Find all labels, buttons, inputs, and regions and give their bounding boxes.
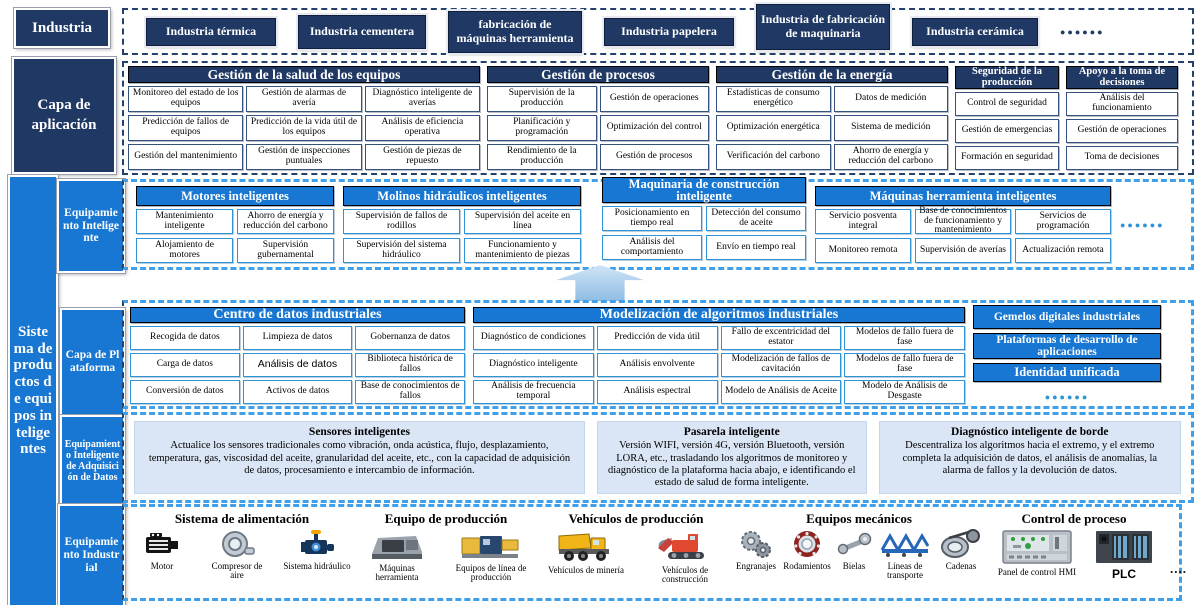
industries-row xyxy=(122,8,1194,55)
category-produccion-title: Equipo de producción xyxy=(384,511,508,526)
equip-compresor-label: Compresor de aire xyxy=(211,560,263,581)
platform-item: Carga de datos xyxy=(130,353,240,377)
equip-item: Base de conocimientos de funcionamiento y mantenimiento xyxy=(915,209,1011,234)
category-vehiculos xyxy=(546,512,726,596)
category-mecanicos-title: Equipos mecánicos xyxy=(806,511,912,526)
platform-item: Análisis envolvente xyxy=(597,353,718,377)
bearing-icon xyxy=(789,528,825,560)
platform-item: Limpieza de datos xyxy=(243,326,353,350)
equip-item: Supervisión de averías xyxy=(915,238,1011,263)
equip-maquinas-herramienta xyxy=(360,528,434,583)
capa-aplicacion-label-box: Capa de aplicación xyxy=(12,57,116,174)
motor-icon xyxy=(142,528,182,560)
group-herramienta-title: Máquinas herramienta inteligentes xyxy=(815,186,1111,206)
equip-item: Mantenimiento inteligente xyxy=(136,209,233,234)
group-centro-title: Centro de datos industriales xyxy=(130,307,465,323)
equip-hmi-label: Panel de control HMI xyxy=(997,566,1077,577)
equipamiento-inteligente-label-box: Equipamiento Inteligente xyxy=(57,179,125,273)
app-item: Gestión de procesos xyxy=(600,144,710,170)
equip-maquinas-label: Máquinas herramienta xyxy=(375,562,419,583)
platform-item: Modelo de Análisis de Aceite xyxy=(721,380,842,404)
hydraulic-system-icon xyxy=(297,528,337,560)
platform-item: Diagnóstico inteligente xyxy=(473,353,594,377)
equip-bielas xyxy=(837,528,871,571)
mining-truck-icon xyxy=(555,528,617,564)
app-item: Gestión de alarmas de avería xyxy=(246,86,361,112)
app-item: Predicción de fallos de equipos xyxy=(128,115,243,141)
app-item: Datos de medición xyxy=(834,86,949,112)
app-item: Gestión de operaciones xyxy=(600,86,710,112)
platform-item: Fallo de excentricidad del estator xyxy=(721,326,842,350)
panel-diagnostico-title: Diagnóstico inteligente de borde xyxy=(951,426,1109,438)
equip-rodamientos-label: Rodamientos xyxy=(783,560,831,571)
platform-item: Predicción de vida útil xyxy=(597,326,718,350)
chain-icon xyxy=(939,528,983,560)
category-produccion xyxy=(360,512,532,596)
capa-plataforma-label-box: Capa de Plataforma xyxy=(60,308,125,416)
app-item: Sistema de medición xyxy=(834,115,949,141)
equip-item: Ahorro de energía y reducción del carbono xyxy=(237,209,334,234)
gears-icon xyxy=(737,528,775,560)
category-alimentacion-title: Sistema de alimentación xyxy=(174,511,310,526)
equip-item: Envío en tiempo real xyxy=(706,235,806,260)
group-maquinaria-construccion xyxy=(602,176,806,263)
group-molinos-title: Molinos hidráulicos inteligentes xyxy=(343,186,581,206)
group-modelizacion-title: Modelización de algoritmos industriales xyxy=(473,307,965,323)
industrial-layer-row xyxy=(122,504,1187,601)
group-gestion-procesos xyxy=(487,66,709,170)
equip-engranajes-label: Engranajes xyxy=(736,560,776,571)
equipment-ellipsis: ●●●●●● xyxy=(1120,219,1165,230)
equip-item: Alojamiento de motores xyxy=(136,238,233,263)
panel-diagnostico-text: Descentraliza los algoritmos hacia el extremo, y el extremo completa la adquisición de datos, el análisis de anomalías, la alarma de fallos y la devolución de datos. xyxy=(902,440,1158,476)
app-item: Gestión de operaciones xyxy=(1066,119,1178,143)
equip-item: Supervisión de fallos de rodillos xyxy=(343,209,460,234)
app-item: Predicción de la vida útil de los equipos xyxy=(246,115,361,141)
platform-item: Modelos de fallo fuera de fase xyxy=(844,326,965,350)
equip-item: Supervisión gubernamental xyxy=(237,238,334,263)
category-vehiculos-title: Vehículos de producción xyxy=(568,511,704,526)
equip-linea-produccion xyxy=(450,528,532,583)
equip-item: Servicio posventa integral xyxy=(815,209,911,234)
app-item: Optimización del control xyxy=(600,115,710,141)
industry-fabricacion-maquinas: fabricación de máquinas herramienta xyxy=(448,11,582,53)
platform-item: Activos de datos xyxy=(243,380,353,404)
platform-item: Análisis espectral xyxy=(597,380,718,404)
industry-ceramica: Industria cerámica xyxy=(912,18,1038,46)
app-item: Análisis de eficiencia operativa xyxy=(365,115,480,141)
industry-termica: Industria térmica xyxy=(146,18,276,46)
equip-vehiculos-mineria xyxy=(546,528,626,575)
gemelos-digitales-box: Gemelos digitales industriales xyxy=(973,305,1161,329)
platform-item: Diagnóstico de condiciones xyxy=(473,326,594,350)
platform-item: Biblioteca histórica de fallos xyxy=(355,353,465,377)
group-maquinaria-title: Maquinaria de construcción inteligente xyxy=(602,177,806,203)
production-line-icon xyxy=(460,528,522,562)
group-gestion-energia-title: Gestión de la energía xyxy=(716,66,948,83)
up-arrow xyxy=(556,265,644,301)
platform-item: Gobernanza de datos xyxy=(355,326,465,350)
group-gestion-procesos-title: Gestión de procesos xyxy=(487,66,709,83)
app-item: Rendimiento de la producción xyxy=(487,144,597,170)
group-maquinas-herramienta xyxy=(815,186,1111,263)
platform-item: Base de conocimientos de fallos xyxy=(355,380,465,404)
app-item: Planificación y programación xyxy=(487,115,597,141)
platform-layer-row xyxy=(122,300,1194,409)
platform-item: Modelos de fallo fuera de fase xyxy=(844,353,965,377)
machine-tool-icon xyxy=(368,528,426,562)
equip-hmi xyxy=(992,528,1082,577)
equip-motor xyxy=(132,528,192,571)
equip-mineria-label: Vehículos de minería xyxy=(548,564,624,575)
app-item: Gestión de emergencias xyxy=(955,119,1059,143)
equip-engranajes xyxy=(735,528,777,571)
equip-item: Monitoreo remota xyxy=(815,238,911,263)
industry-cementera: Industria cementera xyxy=(298,15,426,49)
group-apoyo-title: Apoyo a la toma de decisiones xyxy=(1066,66,1178,89)
application-layer-row xyxy=(122,61,1194,175)
acquisition-layer-row xyxy=(122,412,1194,503)
equip-lineas-label: Líneas de transporte xyxy=(887,560,923,581)
app-item: Verificación del carbono xyxy=(716,144,831,170)
industrial-ellipsis: .... xyxy=(1170,561,1187,576)
app-item: Toma de decisiones xyxy=(1066,146,1178,170)
group-seguridad-title: Seguridad de la producción xyxy=(955,66,1059,89)
equip-hidraulico-label: Sistema hidráulico xyxy=(283,560,351,571)
platform-item: Análisis de frecuencia temporal xyxy=(473,380,594,404)
app-item: Estadísticas de consumo energético xyxy=(716,86,831,112)
group-motores-title: Motores inteligentes xyxy=(136,186,334,206)
platform-side-boxes xyxy=(973,307,1161,402)
app-item: Optimización energética xyxy=(716,115,831,141)
equip-item: Supervisión del sistema hidráulico xyxy=(343,238,460,263)
group-molinos xyxy=(343,186,581,263)
app-item: Ahorro de energía y reducción del carbono xyxy=(834,144,949,170)
air-compressor-icon xyxy=(217,528,257,560)
equip-item: Posicionamiento en tiempo real xyxy=(602,206,702,231)
app-item: Supervisión de la producción xyxy=(487,86,597,112)
group-gestion-salud-title: Gestión de la salud de los equipos xyxy=(128,66,480,83)
equip-plc xyxy=(1092,528,1156,581)
category-alimentacion xyxy=(138,511,351,596)
category-control-title: Control de proceso xyxy=(1021,511,1127,526)
group-gestion-salud xyxy=(128,66,480,170)
panel-sensores-text: Actualice los sensores tradicionales como vibración, onda acústica, flujo, desplazamiento, temperatura, gas, viscosidad del aceite, granularidad del aceite, etc., con la capacidad de adquisición de datos, procesamiento e intercambio de información. xyxy=(148,440,571,476)
equip-item: Análisis del comportamiento xyxy=(602,235,702,260)
equip-lineas-transporte xyxy=(879,528,931,581)
equip-item: Funcionamiento y mantenimiento de piezas xyxy=(464,238,581,263)
excavator-icon xyxy=(654,528,716,564)
equipamiento-adquisicion-label-box: Equipamiento Inteligente de Adquisición de Datos xyxy=(60,415,125,507)
plc-icon xyxy=(1094,528,1154,566)
equip-linea-label: Equipos de línea de producción xyxy=(455,562,527,583)
group-motores xyxy=(136,186,334,263)
equip-cadenas-label: Cadenas xyxy=(945,560,977,571)
platform-ellipsis: ●●●●●● xyxy=(1044,392,1090,402)
industry-papelera: Industria papelera xyxy=(604,18,734,46)
platform-item: Modelo de Análisis de Desgaste xyxy=(844,380,965,404)
industria-label-box: Industria xyxy=(14,8,110,48)
app-item: Monitoreo del estado de los equipos xyxy=(128,86,243,112)
equip-item: Actualización remota xyxy=(1015,238,1111,263)
equip-construccion-label: Vehículos de construcción xyxy=(661,564,709,585)
transport-line-icon xyxy=(880,528,930,560)
category-control xyxy=(992,512,1156,596)
panel-pasarela-title: Pasarela inteligente xyxy=(683,426,780,438)
group-centro-datos xyxy=(130,307,465,402)
equip-item: Servicios de programación xyxy=(1015,209,1111,234)
equip-item: Supervisión del aceite en línea xyxy=(464,209,581,234)
group-seguridad-produccion xyxy=(955,66,1059,170)
app-item: Formación en seguridad xyxy=(955,146,1059,170)
equip-rodamientos xyxy=(785,528,829,571)
group-modelizacion xyxy=(473,307,965,402)
category-mecanicos xyxy=(736,511,978,596)
panel-sensores xyxy=(134,421,585,494)
equip-cadenas xyxy=(939,528,983,571)
hmi-panel-icon xyxy=(1001,528,1073,566)
app-item: Gestión de piezas de repuesto xyxy=(365,144,480,170)
platform-item: Análisis de datos xyxy=(243,353,353,377)
equip-motor-label: Motor xyxy=(150,560,174,571)
identidad-unificada-box: Identidad unificada xyxy=(973,363,1161,382)
panel-sensores-title: Sensores inteligentes xyxy=(308,426,410,438)
platform-item: Recogida de datos xyxy=(130,326,240,350)
group-apoyo-decisiones xyxy=(1066,66,1178,170)
group-gestion-energia xyxy=(716,66,948,170)
sistema-productos-vertical-label: Sistema de productos de equipos inteligentes xyxy=(8,175,58,605)
industry-fabricacion-maquinaria: Industria de fabricación de maquinaria xyxy=(756,4,890,50)
equip-compresor xyxy=(206,528,268,581)
app-item: Gestión del mantenimiento xyxy=(128,144,243,170)
panel-pasarela-text: Versión WIFI, versión 4G, versión Bluetooth, versión LORA, etc., trasladando los algoritmos de monitoreo y diagnóstico de la plataforma hacia abajo, e identificando el estado de salud de forma inteligente. xyxy=(607,440,856,489)
app-item: Análisis del funcionamiento xyxy=(1066,92,1178,116)
app-item: Diagnóstico inteligente de averías xyxy=(365,86,480,112)
equipamiento-industrial-label-box: Equipamiento Industrial xyxy=(58,504,125,605)
plataformas-desarrollo-box: Plataformas de desarrollo de aplicaciones xyxy=(973,333,1161,359)
platform-item: Conversión de datos xyxy=(130,380,240,404)
equip-bielas-label: Bielas xyxy=(842,560,866,571)
panel-pasarela xyxy=(597,421,867,494)
app-item: Gestión de inspecciones puntuales xyxy=(246,144,361,170)
app-item: Control de seguridad xyxy=(955,92,1059,116)
equip-item: Detección del consumo de aceite xyxy=(706,206,806,231)
connecting-rod-icon xyxy=(836,528,872,560)
equip-vehiculos-construccion xyxy=(644,528,726,585)
panel-diagnostico-borde xyxy=(879,421,1181,494)
industries-ellipsis: ●●●●●● xyxy=(1060,26,1105,37)
equip-hidraulico xyxy=(282,528,352,571)
platform-item: Modelización de fallos de cavitación xyxy=(721,353,842,377)
equip-plc-label: PLC xyxy=(1112,566,1136,581)
equipment-layer-row xyxy=(122,176,1194,270)
